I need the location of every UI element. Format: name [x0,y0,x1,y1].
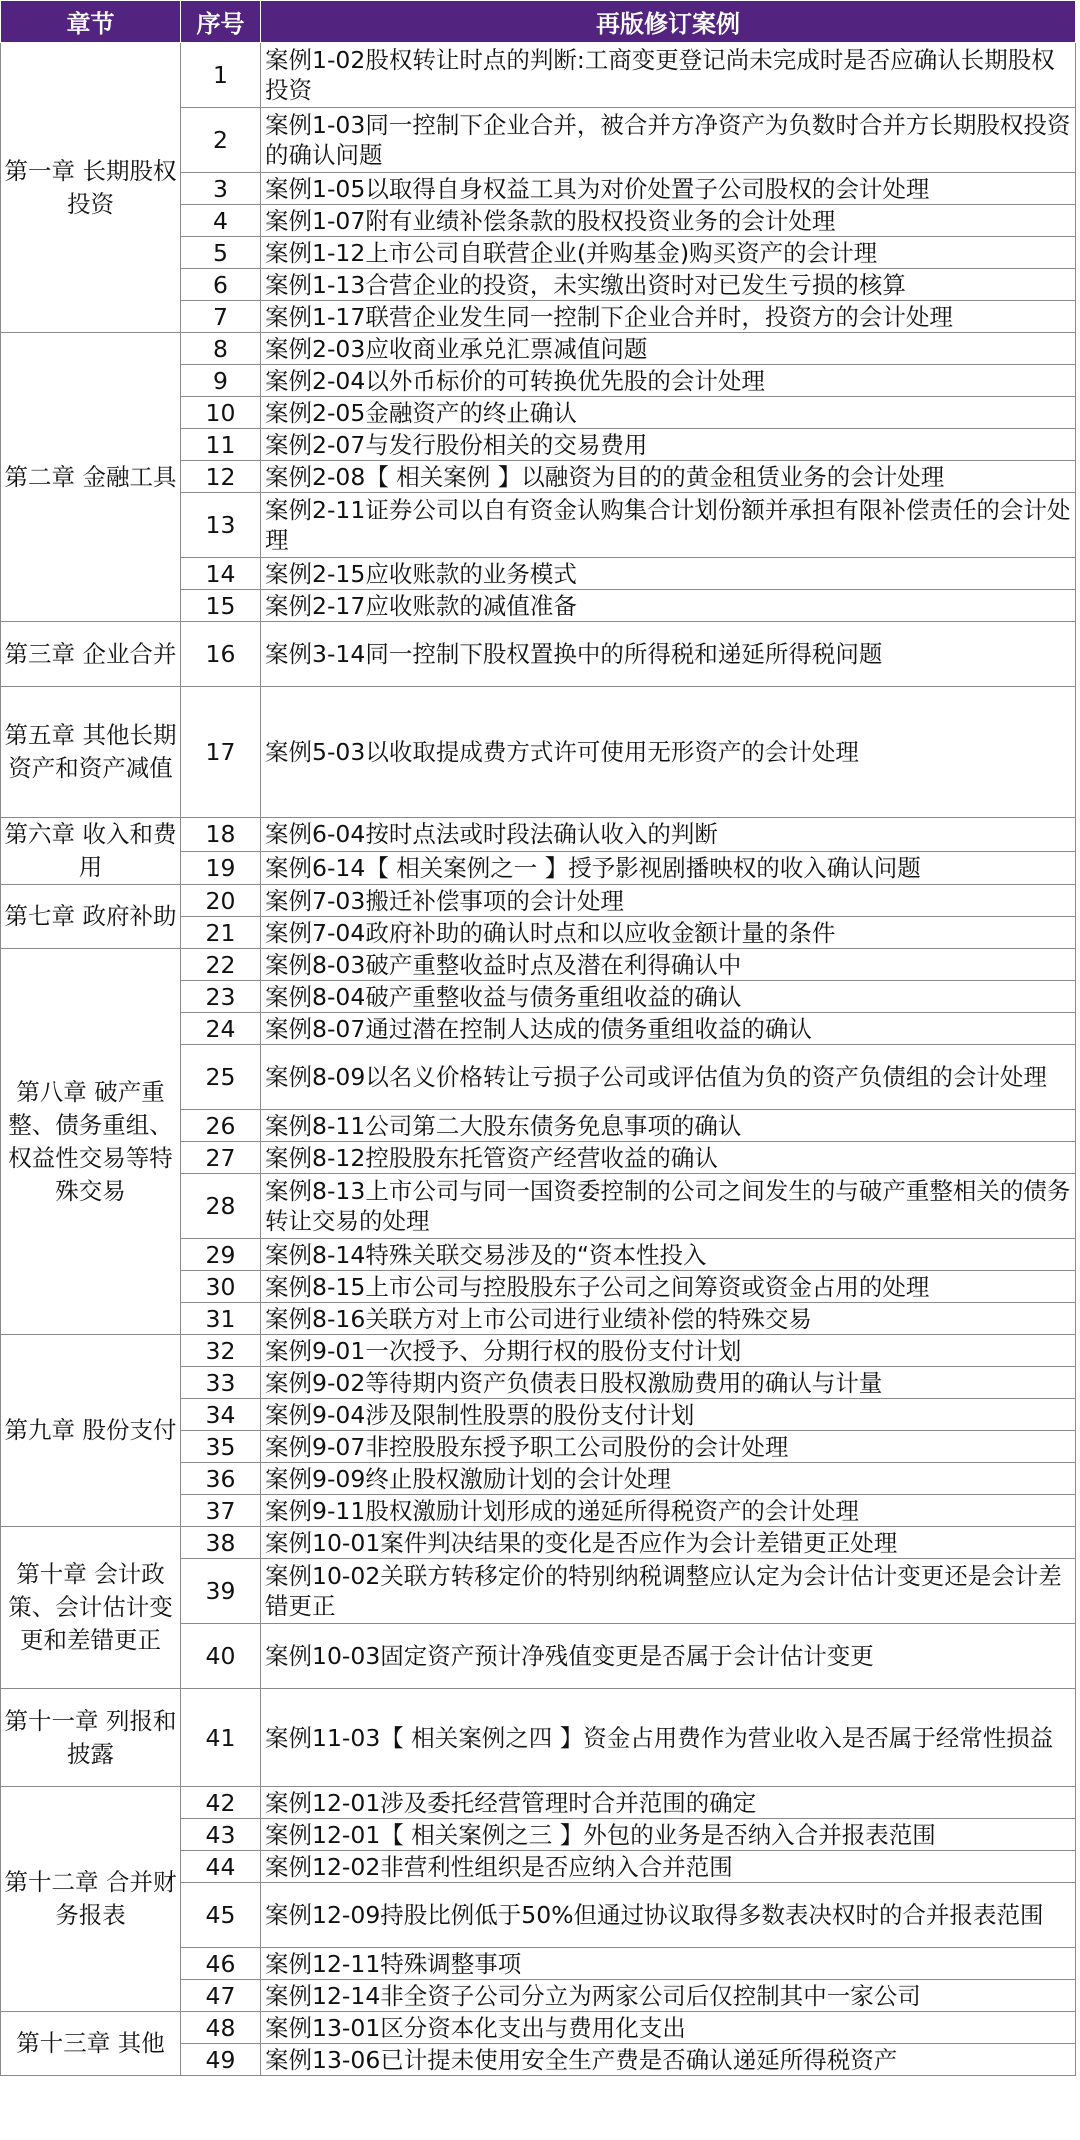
case-number-cell: 33 [181,1367,261,1399]
case-number-cell: 18 [181,818,261,852]
case-number-cell: 31 [181,1303,261,1335]
case-title-cell: 案例7-04政府补助的确认时点和以应收金额计量的条件 [261,917,1076,949]
table-row [1,818,1076,852]
chapter-cell: 第五章 其他长期资产和资产减值 [1,687,181,818]
header-chapter: 章节 [1,1,181,43]
case-number-cell: 4 [181,205,261,237]
chapter-cell: 第九章 股份支付 [1,1335,181,1527]
case-number-cell: 24 [181,1013,261,1045]
table-row [1,1527,1076,1559]
chapter-cell: 第三章 企业合并 [1,622,181,687]
case-title-cell: 案例2-11证券公司以自有资金认购集合计划份额并承担有限补偿责任的会计处理 [261,493,1076,558]
chapter-cell: 第六章 收入和费用 [1,818,181,885]
case-number-cell: 23 [181,981,261,1013]
case-title-cell: 案例8-11公司第二大股东债务免息事项的确认 [261,1110,1076,1142]
chapter-cell: 第二章 金融工具 [1,333,181,622]
case-title-cell: 案例12-01【 相关案例之三 】外包的业务是否纳入合并报表范围 [261,1819,1076,1851]
case-number-cell: 6 [181,269,261,301]
case-title-cell: 案例8-16关联方对上市公司进行业绩补偿的特殊交易 [261,1303,1076,1335]
case-number-cell: 21 [181,917,261,949]
chapter-cell: 第七章 政府补助 [1,885,181,949]
table-row [1,2012,1076,2044]
case-title-cell: 案例8-12控股股东托管资产经营收益的确认 [261,1142,1076,1174]
case-number-cell: 12 [181,461,261,493]
case-title-cell: 案例1-07附有业绩补偿条款的股权投资业务的会计处理 [261,205,1076,237]
case-number-cell: 38 [181,1527,261,1559]
case-title-cell: 案例10-03固定资产预计净残值变更是否属于会计估计变更 [261,1624,1076,1689]
chapter-cell: 第十二章 合并财务报表 [1,1787,181,2012]
case-title-cell: 案例9-11股权激励计划形成的递延所得税资产的会计处理 [261,1495,1076,1527]
case-number-cell: 13 [181,493,261,558]
case-number-cell: 49 [181,2044,261,2076]
case-number-cell: 5 [181,237,261,269]
case-number-cell: 32 [181,1335,261,1367]
chapter-cell: 第十三章 其他 [1,2012,181,2076]
case-number-cell: 35 [181,1431,261,1463]
case-number-cell: 46 [181,1948,261,1980]
case-number-cell: 16 [181,622,261,687]
case-number-cell: 28 [181,1174,261,1239]
case-number-cell: 34 [181,1399,261,1431]
case-title-cell: 案例10-02关联方转移定价的特别纳税调整应认定为会计估计变更还是会计差错更正 [261,1559,1076,1624]
case-title-cell: 案例8-04破产重整收益与债务重组收益的确认 [261,981,1076,1013]
case-title-cell: 案例8-09以名义价格转让亏损子公司或评估值为负的资产负债组的会计处理 [261,1045,1076,1110]
case-title-cell: 案例5-03以收取提成费方式许可使用无形资产的会计处理 [261,687,1076,818]
chapter-cell: 第十一章 列报和披露 [1,1689,181,1787]
case-number-cell: 17 [181,687,261,818]
case-title-cell: 案例6-04按时点法或时段法确认收入的判断 [261,818,1076,852]
case-title-cell: 案例8-13上市公司与同一国资委控制的公司之间发生的与破产重整相关的债务转让交易的处理 [261,1174,1076,1239]
case-title-cell: 案例2-05金融资产的终止确认 [261,397,1076,429]
case-number-cell: 48 [181,2012,261,2044]
case-title-cell: 案例12-11特殊调整事项 [261,1948,1076,1980]
case-title-cell: 案例9-04涉及限制性股票的股份支付计划 [261,1399,1076,1431]
case-title-cell: 案例8-14特殊关联交易涉及的“资本性投入 [261,1239,1076,1271]
case-number-cell: 27 [181,1142,261,1174]
table-row [1,687,1076,818]
chapter-cell: 第一章 长期股权投资 [1,43,181,333]
case-title-cell: 案例11-03【 相关案例之四 】资金占用费作为营业收入是否属于经常性损益 [261,1689,1076,1787]
table-header [1,1,1076,43]
case-number-cell: 43 [181,1819,261,1851]
case-number-cell: 9 [181,365,261,397]
case-number-cell: 30 [181,1271,261,1303]
table-row [1,1689,1076,1787]
case-title-cell: 案例8-15上市公司与控股股东子公司之间筹资或资金占用的处理 [261,1271,1076,1303]
case-title-cell: 案例8-03破产重整收益时点及潜在利得确认中 [261,949,1076,981]
table-row [1,622,1076,687]
case-title-cell: 案例2-07与发行股份相关的交易费用 [261,429,1076,461]
case-number-cell: 14 [181,558,261,590]
table-row [1,43,1076,108]
table-row [1,949,1076,981]
table-row [1,1787,1076,1819]
table-row [1,1335,1076,1367]
case-title-cell: 案例2-08【 相关案例 】以融资为目的的黄金租赁业务的会计处理 [261,461,1076,493]
case-number-cell: 26 [181,1110,261,1142]
case-title-cell: 案例1-02股权转让时点的判断:工商变更登记尚未完成时是否应确认长期股权投资 [261,43,1076,108]
case-number-cell: 36 [181,1463,261,1495]
case-number-cell: 25 [181,1045,261,1110]
case-number-cell: 40 [181,1624,261,1689]
case-number-cell: 22 [181,949,261,981]
case-number-cell: 37 [181,1495,261,1527]
case-title-cell: 案例13-01区分资本化支出与费用化支出 [261,2012,1076,2044]
case-number-cell: 11 [181,429,261,461]
case-title-cell: 案例6-14【 相关案例之一 】授予影视剧播映权的收入确认问题 [261,851,1076,885]
case-number-cell: 8 [181,333,261,365]
case-number-cell: 41 [181,1689,261,1787]
case-title-cell: 案例12-09持股比例低于50%但通过协议取得多数表决权时的合并报表范围 [261,1883,1076,1948]
case-number-cell: 45 [181,1883,261,1948]
case-number-cell: 20 [181,885,261,917]
case-number-cell: 47 [181,1980,261,2012]
case-number-cell: 44 [181,1851,261,1883]
case-title-cell: 案例13-06已计提未使用安全生产费是否确认递延所得税资产 [261,2044,1076,2076]
case-title-cell: 案例10-01案件判决结果的变化是否应作为会计差错更正处理 [261,1527,1076,1559]
case-title-cell: 案例2-17应收账款的减值准备 [261,590,1076,622]
case-title-cell: 案例9-09终止股权激励计划的会计处理 [261,1463,1076,1495]
case-number-cell: 39 [181,1559,261,1624]
case-title-cell: 案例2-04以外币标价的可转换优先股的会计处理 [261,365,1076,397]
case-title-cell: 案例3-14同一控制下股权置换中的所得税和递延所得税问题 [261,622,1076,687]
case-title-cell: 案例9-01一次授予、分期行权的股份支付计划 [261,1335,1076,1367]
case-title-cell: 案例12-02非营利性组织是否应纳入合并范围 [261,1851,1076,1883]
case-title-cell: 案例9-02等待期内资产负债表日股权激励费用的确认与计量 [261,1367,1076,1399]
case-title-cell: 案例2-15应收账款的业务模式 [261,558,1076,590]
case-number-cell: 15 [181,590,261,622]
chapter-cell: 第八章 破产重整、债务重组、权益性交易等特殊交易 [1,949,181,1335]
case-title-cell: 案例12-14非全资子公司分立为两家公司后仅控制其中一家公司 [261,1980,1076,2012]
case-title-cell: 案例8-07通过潜在控制人达成的债务重组收益的确认 [261,1013,1076,1045]
case-title-cell: 案例9-07非控股股东授予职工公司股份的会计处理 [261,1431,1076,1463]
case-number-cell: 3 [181,173,261,205]
table-body [1,43,1076,2076]
case-title-cell: 案例1-03同一控制下企业合并，被合并方净资产为负数时合并方长期股权投资的确认问题 [261,108,1076,173]
header-row [1,1,1076,43]
case-number-cell: 2 [181,108,261,173]
case-number-cell: 10 [181,397,261,429]
header-number: 序号 [181,1,261,43]
header-case: 再版修订案例 [261,1,1076,43]
case-number-cell: 19 [181,851,261,885]
chapter-cell: 第十章 会计政策、会计估计变更和差错更正 [1,1527,181,1689]
case-number-cell: 42 [181,1787,261,1819]
case-title-cell: 案例12-01涉及委托经营管理时合并范围的确定 [261,1787,1076,1819]
case-number-cell: 7 [181,301,261,333]
case-number-cell: 1 [181,43,261,108]
case-title-cell: 案例1-17联营企业发生同一控制下企业合并时，投资方的会计处理 [261,301,1076,333]
table-row [1,885,1076,917]
case-title-cell: 案例1-13合营企业的投资，未实缴出资时对已发生亏损的核算 [261,269,1076,301]
case-title-cell: 案例2-03应收商业承兑汇票减值问题 [261,333,1076,365]
table-row [1,333,1076,365]
case-number-cell: 29 [181,1239,261,1271]
case-title-cell: 案例1-05以取得自身权益工具为对价处置子公司股权的会计处理 [261,173,1076,205]
case-title-cell: 案例1-12上市公司自联营企业(并购基金)购买资产的会计理 [261,237,1076,269]
case-title-cell: 案例7-03搬迁补偿事项的会计处理 [261,885,1076,917]
